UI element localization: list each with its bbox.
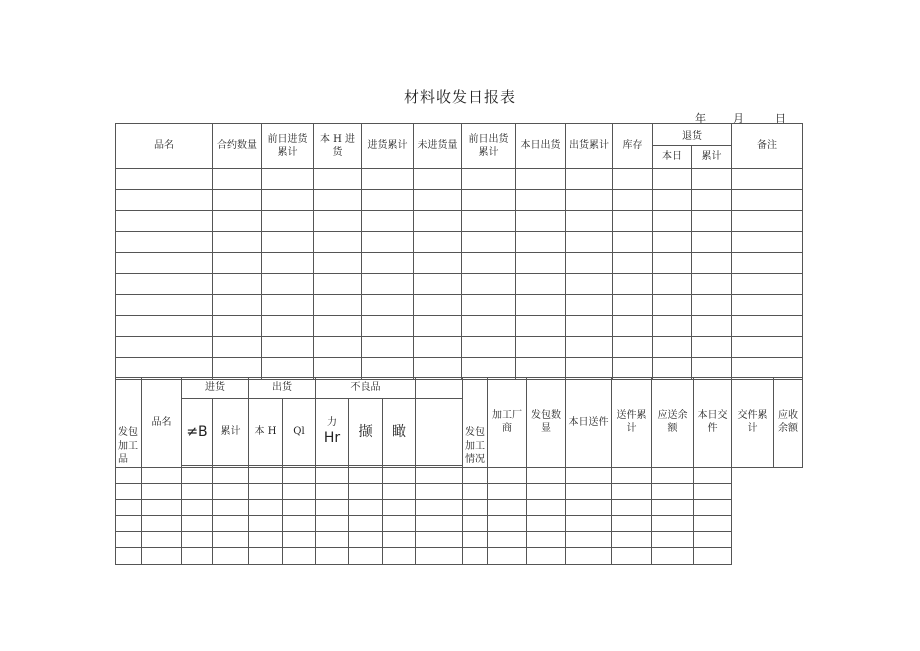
table-cell[interactable] [249, 515, 283, 531]
header-in-group: 进货 [182, 378, 249, 399]
table-cell[interactable] [249, 499, 283, 515]
header-in-total-2: 累计 [213, 398, 249, 465]
table-cell[interactable] [383, 467, 416, 483]
table-cell[interactable] [527, 547, 566, 564]
table-cell[interactable] [613, 337, 653, 358]
table-cell[interactable] [566, 483, 612, 499]
table-cell[interactable] [692, 169, 732, 190]
table-cell[interactable] [182, 499, 213, 515]
table-cell[interactable] [249, 467, 283, 483]
table-cell[interactable] [612, 531, 652, 547]
header-defect-1 [316, 398, 349, 465]
table-cell[interactable] [462, 211, 516, 232]
header-send-qty: 发包数显 [527, 378, 566, 468]
header-today-out: 本日出货 [516, 124, 566, 169]
table-cell[interactable] [463, 499, 488, 515]
header-defect-1-top: 力 [327, 416, 337, 428]
header-prev-out-total: 前日出货累计 [462, 124, 516, 169]
table-cell[interactable] [516, 274, 566, 295]
table-cell[interactable] [349, 547, 383, 564]
table-cell[interactable] [249, 531, 283, 547]
table-cell[interactable] [527, 483, 566, 499]
table-cell[interactable] [516, 169, 566, 190]
table-cell[interactable] [462, 337, 516, 358]
table-cell[interactable] [314, 274, 362, 295]
table-cell[interactable] [182, 515, 213, 531]
table-cell[interactable] [416, 483, 463, 499]
table-cell[interactable] [262, 274, 314, 295]
table-cell[interactable] [416, 499, 463, 515]
header-in-total: 进货累计 [362, 124, 414, 169]
table-row [116, 531, 803, 547]
table-cell[interactable] [414, 190, 462, 211]
date-day-label: 日 [775, 112, 786, 125]
table-cell[interactable] [516, 316, 566, 337]
table-cell[interactable] [316, 531, 349, 547]
table-cell[interactable] [527, 499, 566, 515]
table-cell[interactable] [213, 211, 262, 232]
header-outsource-name: 品名 [142, 378, 182, 468]
table-cell[interactable] [414, 253, 462, 274]
table-cell[interactable] [462, 232, 516, 253]
table-cell[interactable] [116, 190, 213, 211]
table-cell[interactable] [116, 483, 142, 499]
table-cell[interactable] [283, 467, 316, 483]
table-cell[interactable] [612, 515, 652, 531]
right-label-outsourcing-status: 发包加工情况 [463, 378, 488, 468]
header-contract-qty: 合约数量 [213, 124, 262, 169]
table-cell[interactable] [613, 211, 653, 232]
table-cell[interactable] [463, 547, 488, 564]
table-cell[interactable] [213, 169, 262, 190]
table-cell[interactable] [694, 531, 732, 547]
header-returns-today: 本日 [653, 146, 692, 169]
table-cell[interactable] [416, 515, 463, 531]
table-row [116, 253, 803, 274]
table-cell[interactable] [213, 190, 262, 211]
table-row [116, 295, 803, 316]
table-row [116, 467, 803, 483]
table-cell[interactable] [383, 499, 416, 515]
table-cell[interactable] [732, 190, 803, 211]
table-cell[interactable] [566, 190, 613, 211]
table-cell[interactable] [349, 499, 383, 515]
header-in-today: ≠B [182, 398, 213, 465]
table-row [116, 337, 803, 358]
header-deliver-total: 交件累计 [732, 378, 774, 468]
table-cell[interactable] [462, 169, 516, 190]
header-blank [416, 378, 463, 399]
header-prev-in-total: 前日进货累计 [262, 124, 314, 169]
table-cell[interactable] [383, 483, 416, 499]
table-cell[interactable] [414, 316, 462, 337]
table-cell[interactable] [516, 232, 566, 253]
table-cell[interactable] [349, 467, 383, 483]
table-cell[interactable] [349, 531, 383, 547]
table-cell[interactable] [463, 467, 488, 483]
table-cell[interactable] [314, 232, 362, 253]
table-cell[interactable] [116, 253, 213, 274]
table-cell[interactable] [182, 467, 213, 483]
table-cell[interactable] [612, 499, 652, 515]
table-cell[interactable] [362, 211, 414, 232]
header-today-deliver: 本日交件 [694, 378, 732, 468]
table-cell[interactable] [652, 499, 694, 515]
header-returns-total: 累计 [692, 146, 732, 169]
table-cell[interactable] [694, 515, 732, 531]
table-cell[interactable] [116, 169, 213, 190]
table-cell[interactable] [362, 253, 414, 274]
table-cell[interactable] [653, 232, 692, 253]
date-year-label: 年 [695, 112, 706, 125]
table-cell[interactable] [463, 483, 488, 499]
table-cell[interactable] [566, 316, 613, 337]
table-cell[interactable] [488, 531, 527, 547]
table-cell[interactable] [314, 253, 362, 274]
table-cell[interactable] [613, 190, 653, 211]
table-cell[interactable] [462, 274, 516, 295]
table-cell[interactable] [249, 483, 283, 499]
table-cell[interactable] [516, 295, 566, 316]
table-cell[interactable] [142, 467, 182, 483]
table-cell[interactable] [488, 547, 527, 564]
table-cell[interactable] [652, 531, 694, 547]
table-cell[interactable] [283, 547, 316, 564]
table-cell[interactable] [612, 483, 652, 499]
table-cell[interactable] [414, 232, 462, 253]
header-remarks: 备注 [732, 124, 803, 169]
table-cell[interactable] [182, 547, 213, 564]
table-cell[interactable] [414, 274, 462, 295]
table-cell[interactable] [566, 337, 613, 358]
table-row [116, 232, 803, 253]
table-row [116, 169, 803, 190]
table-cell[interactable] [516, 253, 566, 274]
table-cell[interactable] [692, 295, 732, 316]
table-cell[interactable] [283, 531, 316, 547]
table-cell[interactable] [692, 190, 732, 211]
table-cell[interactable] [213, 253, 262, 274]
table-cell[interactable] [488, 499, 527, 515]
table-cell[interactable] [182, 483, 213, 499]
table-cell[interactable] [262, 337, 314, 358]
table-cell[interactable] [262, 211, 314, 232]
table-cell[interactable] [653, 337, 692, 358]
table-cell[interactable] [566, 531, 612, 547]
table-cell[interactable] [283, 483, 316, 499]
table-cell[interactable] [283, 499, 316, 515]
table-cell[interactable] [213, 316, 262, 337]
table-cell[interactable] [416, 547, 463, 564]
table-cell[interactable] [566, 547, 612, 564]
table-cell[interactable] [213, 337, 262, 358]
table-cell[interactable] [262, 295, 314, 316]
header-processor: 加工厂商 [488, 378, 527, 468]
header-defect-2: 撷 [349, 398, 383, 465]
table-cell[interactable] [694, 483, 732, 499]
date-month-label: 月 [733, 112, 744, 125]
table-cell[interactable] [116, 211, 213, 232]
table-cell[interactable] [732, 232, 803, 253]
header-collect-balance: 应收余额 [774, 378, 803, 468]
table-cell[interactable] [566, 515, 612, 531]
table-row [116, 211, 803, 232]
table-cell[interactable] [142, 483, 182, 499]
table-cell[interactable] [414, 169, 462, 190]
table-cell[interactable] [566, 499, 612, 515]
table-cell[interactable] [653, 169, 692, 190]
table-cell[interactable] [142, 499, 182, 515]
table-cell[interactable] [316, 515, 349, 531]
table-cell[interactable] [142, 547, 182, 564]
table-cell[interactable] [213, 483, 249, 499]
table-cell[interactable] [362, 169, 414, 190]
table-cell[interactable] [116, 316, 213, 337]
table-cell[interactable] [516, 190, 566, 211]
table-row [116, 499, 803, 515]
table-cell[interactable] [692, 253, 732, 274]
table-cell[interactable] [414, 337, 462, 358]
table-cell[interactable] [612, 547, 652, 564]
table-cell[interactable] [612, 467, 652, 483]
page-title: 材料收发日报表 [403, 88, 516, 106]
table-cell[interactable] [692, 232, 732, 253]
table-cell[interactable] [527, 467, 566, 483]
table-cell[interactable] [213, 232, 262, 253]
table-cell[interactable] [262, 253, 314, 274]
table-cell[interactable] [362, 295, 414, 316]
table-cell[interactable] [362, 274, 414, 295]
table-cell[interactable] [262, 169, 314, 190]
table-cell[interactable] [316, 499, 349, 515]
table-cell[interactable] [316, 483, 349, 499]
header-today-in: 本 H 进货 [314, 124, 362, 169]
header-receivable-balance: 应送余额 [652, 378, 694, 468]
table-cell[interactable] [383, 515, 416, 531]
header-stock: 库存 [613, 124, 653, 169]
table-cell[interactable] [362, 316, 414, 337]
table-cell[interactable] [116, 232, 213, 253]
table-cell[interactable] [732, 253, 803, 274]
header-out-total-2: Ql [283, 398, 316, 465]
table-cell[interactable] [652, 547, 694, 564]
table-cell[interactable] [182, 531, 213, 547]
table-row [116, 547, 803, 564]
table-cell[interactable] [652, 515, 694, 531]
table-cell[interactable] [314, 295, 362, 316]
table-cell[interactable] [653, 295, 692, 316]
table-cell[interactable] [116, 531, 142, 547]
table-cell[interactable] [142, 531, 182, 547]
table-row [116, 483, 803, 499]
table-cell[interactable] [516, 211, 566, 232]
table-cell[interactable] [262, 316, 314, 337]
table-cell[interactable] [527, 531, 566, 547]
table-cell[interactable] [613, 232, 653, 253]
table-cell[interactable] [262, 232, 314, 253]
table-cell[interactable] [314, 316, 362, 337]
table-cell[interactable] [314, 211, 362, 232]
table-cell[interactable] [283, 515, 316, 531]
table-cell[interactable] [613, 169, 653, 190]
top-table-body [116, 169, 803, 380]
header-out-group: 出货 [249, 378, 316, 399]
table-cell[interactable] [116, 337, 213, 358]
table-row [116, 515, 803, 531]
table-cell[interactable] [652, 483, 694, 499]
table-cell[interactable] [213, 499, 249, 515]
table-cell[interactable] [613, 316, 653, 337]
table-cell[interactable] [463, 515, 488, 531]
side-label-outsourced-goods: 发包加工品 [116, 378, 142, 468]
table-cell[interactable] [213, 515, 249, 531]
table-row [116, 316, 803, 337]
table-cell[interactable] [566, 211, 613, 232]
table-cell[interactable] [116, 499, 142, 515]
table-cell[interactable] [362, 337, 414, 358]
table-cell[interactable] [116, 515, 142, 531]
table-cell[interactable] [116, 467, 142, 483]
table-cell[interactable] [316, 547, 349, 564]
table-cell[interactable] [462, 253, 516, 274]
table-cell[interactable] [416, 531, 463, 547]
table-row [116, 190, 803, 211]
table-cell[interactable] [566, 253, 613, 274]
table-cell[interactable] [249, 547, 283, 564]
table-cell[interactable] [566, 232, 613, 253]
table-cell[interactable] [516, 337, 566, 358]
table-cell[interactable] [694, 467, 732, 483]
header-out-total: 出货累计 [566, 124, 613, 169]
bottom-table-body [116, 467, 803, 564]
header-defect-3: 瞰 [383, 398, 416, 465]
table-cell[interactable] [414, 295, 462, 316]
table-cell[interactable] [692, 316, 732, 337]
table-cell[interactable] [314, 169, 362, 190]
table-cell[interactable] [566, 295, 613, 316]
table-cell[interactable] [314, 190, 362, 211]
table-cell[interactable] [692, 274, 732, 295]
table-cell[interactable] [213, 531, 249, 547]
table-cell[interactable] [653, 211, 692, 232]
table-cell[interactable] [116, 274, 213, 295]
material-daily-table [115, 123, 803, 380]
table-cell[interactable] [732, 337, 803, 358]
table-cell[interactable] [732, 211, 803, 232]
table-cell[interactable] [613, 295, 653, 316]
header-returns: 退货 [653, 124, 732, 146]
table-cell[interactable] [694, 547, 732, 564]
table-cell[interactable] [692, 211, 732, 232]
table-cell[interactable] [463, 531, 488, 547]
table-row [116, 274, 803, 295]
table-cell[interactable] [488, 515, 527, 531]
table-cell[interactable] [383, 531, 416, 547]
table-cell[interactable] [349, 483, 383, 499]
table-cell[interactable] [613, 253, 653, 274]
header-not-in: 未进货量 [414, 124, 462, 169]
table-cell[interactable] [262, 190, 314, 211]
table-cell[interactable] [213, 547, 249, 564]
table-cell[interactable] [213, 274, 262, 295]
table-cell[interactable] [732, 169, 803, 190]
table-cell[interactable] [732, 316, 803, 337]
table-cell[interactable] [349, 515, 383, 531]
table-cell[interactable] [116, 547, 142, 564]
table-cell[interactable] [362, 190, 414, 211]
header-defect-1-bottom: Hr [323, 430, 341, 447]
table-cell[interactable] [566, 274, 613, 295]
table-cell[interactable] [653, 190, 692, 211]
header-defect-group: 不良品 [316, 378, 416, 399]
table-cell[interactable] [314, 337, 362, 358]
table-cell[interactable] [462, 295, 516, 316]
table-cell[interactable] [362, 232, 414, 253]
table-cell[interactable] [414, 211, 462, 232]
table-cell[interactable] [462, 316, 516, 337]
table-cell[interactable] [488, 467, 527, 483]
table-cell[interactable] [527, 515, 566, 531]
header-today-send: 本日送件 [566, 378, 612, 468]
outsourcing-table [115, 377, 803, 565]
table-cell[interactable] [416, 467, 463, 483]
table-cell[interactable] [383, 547, 416, 564]
header-blank-2 [416, 398, 463, 465]
table-cell[interactable] [653, 253, 692, 274]
table-cell[interactable] [116, 295, 213, 316]
table-cell[interactable] [694, 499, 732, 515]
table-cell[interactable] [613, 274, 653, 295]
table-cell[interactable] [488, 483, 527, 499]
table-cell[interactable] [213, 467, 249, 483]
table-cell[interactable] [653, 316, 692, 337]
table-cell[interactable] [652, 467, 694, 483]
table-cell[interactable] [653, 274, 692, 295]
header-out-today: 本 H [249, 398, 283, 465]
table-cell[interactable] [142, 515, 182, 531]
table-cell[interactable] [692, 337, 732, 358]
table-cell[interactable] [462, 190, 516, 211]
table-cell[interactable] [732, 295, 803, 316]
header-name: 品名 [116, 124, 213, 169]
table-cell[interactable] [732, 274, 803, 295]
header-send-total: 送件累计 [612, 378, 652, 468]
table-cell[interactable] [566, 467, 612, 483]
table-cell[interactable] [566, 169, 613, 190]
table-cell[interactable] [213, 295, 262, 316]
table-cell[interactable] [316, 467, 349, 483]
